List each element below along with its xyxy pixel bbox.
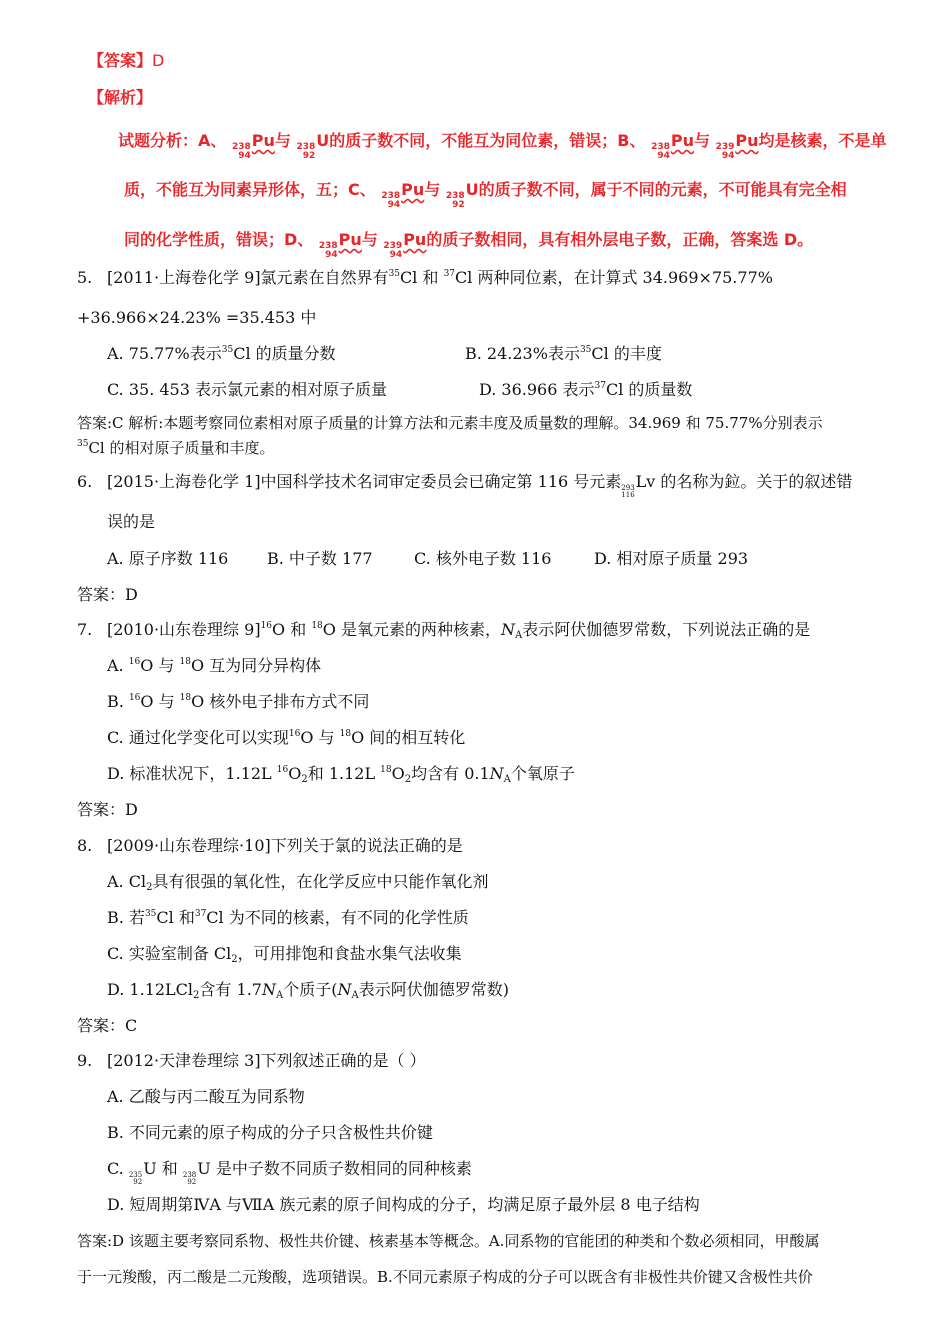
answer-text: 答案:D 该题主要考察同系物、极性共价键、核素基本等概念。A.同系物的官能团的种类和个数必须相同，甲酸属 [77,1232,820,1250]
option-text: A. 75.77%表示 [107,344,222,363]
element-symbol: Lv [635,472,656,491]
mass-number: 18 [380,765,392,775]
option-c: C. 核外电子数 116 [414,549,552,568]
q7-option-a [107,656,321,676]
option-text: 均含有 0.1 [411,764,490,783]
element-symbol: Cl [400,268,418,287]
option-text: 表示阿伏伽德罗常数) [358,980,509,999]
option-text: D. 标准状况下，1.12L [107,764,277,783]
q6-stem-line1 [77,472,852,499]
option-text: 与 [153,692,180,711]
answer-text: 于一元羧酸，丙二酸是二元羧酸，选项错误。B.不同元素原子构成的分子可以既含有非极性共价键又含极性共价 [77,1268,813,1286]
option-text: 和 1.12L [307,764,381,783]
nuclide-notation: 238 94 [651,142,670,161]
subscript: A [503,774,511,785]
mass-number: 35 [221,345,234,355]
analysis-text: 均是核素，不是单 [758,131,887,150]
option-text: D. 1.12LCl [107,980,194,999]
answer-label-line [88,51,164,71]
mass-number: 35 [77,439,89,449]
q9-option-a [107,1087,305,1107]
question-text: [2009·山东卷理综·10]下列关于氯的说法正确的是 [107,836,463,855]
question-number: 6. [77,472,93,491]
element-symbol: O [391,764,405,783]
analysis-label [88,88,152,108]
q5-answer-line1 [77,413,823,433]
nuclide-notation: 235 92 [128,1171,143,1186]
option-a: A. 原子序数 116 [107,549,229,568]
mass-number: 37 [194,909,207,919]
mass-number: 37 [443,269,456,279]
q9-option-d [107,1195,700,1215]
question-text: 两种同位素，在计算式 34.969×75.77% [472,268,773,287]
question-text: [2011·上海卷化学 9]氯元素在自然界有 [107,268,389,287]
analysis-line-3 [124,230,813,260]
element-symbol: O [288,764,302,783]
q8-answer [77,1016,137,1036]
question-number: 7. [77,620,93,639]
avogadro-symbol: N [501,620,515,639]
analysis-label-text: 【解析】 [88,88,153,107]
element-symbol: O [140,656,154,675]
subscript: 2 [193,990,200,1001]
option-text: 间的相互转化 [364,728,466,747]
q6-options [107,549,748,569]
subscript: 2 [231,954,238,965]
avogadro-symbol: N [261,980,276,999]
element-symbol: U [143,1159,157,1178]
question-text: 误的是 [107,512,156,531]
element-symbol: Cl [455,268,473,287]
option-text: 是中子数不同质子数相同的同种核素 [210,1159,472,1178]
question-number: 9. [77,1051,93,1070]
nuclide-notation: 238 94 [231,142,251,161]
element-symbol: Pu [670,131,694,150]
option-c: C. 35. 453 表示氯元素的相对原子质量 [107,380,388,399]
analysis-line-2 [124,180,847,210]
subscript: 2 [146,882,153,893]
option-text: C. 通过化学变化可以实现 [107,728,289,747]
subscript: 2 [301,774,308,785]
element-symbol: O [191,692,205,711]
analysis-text: 与 [274,131,291,150]
option-text: B. 若 [107,908,145,927]
answer-value: D [152,51,165,70]
option-text: 个氧原子 [510,764,575,783]
q7-option-d [107,764,575,784]
subscript: A [515,630,523,641]
nuclide-notation: 239 94 [715,142,735,161]
q5-options-row1 [107,344,662,364]
mass-number: 18 [311,621,323,631]
analysis-text: 质，不能互为同素异形体，五；C、 [124,180,376,199]
q6-stem-line2 [107,512,155,532]
mass-number: 18 [179,657,191,667]
element-symbol: U [465,180,479,199]
question-text: 是氧元素的两种核素， [335,620,501,639]
option-a [107,344,465,364]
element-symbol: O [300,728,314,747]
mass-number: 16 [128,657,141,667]
option-text: C. 实验室制备 Cl [107,944,232,963]
element-symbol: O [272,620,286,639]
q6-answer [77,585,138,605]
q5-options-row2 [107,380,692,400]
mass-number: 18 [179,693,192,703]
q5-stem-line2 [77,308,316,328]
element-symbol: Pu [403,230,427,249]
subscript: A [275,990,284,1001]
option-text: 与 [313,728,340,747]
option-d [479,380,692,400]
mass-number: 16 [128,693,141,703]
q7-stem [77,620,810,640]
q9-stem [77,1051,426,1071]
mass-number: 35 [144,909,157,919]
option-text: B. 不同元素的原子构成的分子只含极性共价键 [107,1123,433,1142]
mass-number: 16 [276,765,289,775]
element-symbol: O [322,620,336,639]
question-text: +36.966×24.23% =35.453 中 [77,308,317,327]
option-d: D. 相对原子质量 293 [594,549,749,568]
option-text: A. [107,656,129,675]
question-text: [2015·上海卷化学 1]中国科学技术名词审定委员会已确定第 116 号元素 [107,472,622,491]
option-text: A. Cl [107,872,147,891]
q7-answer [77,800,138,820]
q9-answer-line1 [77,1231,819,1251]
option-text: A. 乙酸与丙二酸互为同系物 [107,1087,305,1106]
mass-number: 18 [339,729,352,739]
answer-text: 答案：D [77,585,138,604]
element-symbol: U [197,1159,211,1178]
option-text: D. 短周期第ⅣA 与ⅦA 族元素的原子间构成的分子，均满足原子最外层 8 电子结构 [107,1195,700,1214]
element-symbol: O [140,692,154,711]
option-b [465,344,662,364]
option-text: Cl 的丰度 [591,344,662,363]
question-number: 8. [77,836,93,855]
answer-text: 答案：D [77,800,138,819]
option-text: 互为同分异构体 [204,656,322,675]
element-symbol: O [190,656,205,675]
answer-text: 答案:C 解析:本题考察同位素相对原子质量的计算方法和元素丰度及质量数的理解。34.969 和 75.77%分别表示 [77,414,823,432]
analysis-text: 的质子数相同，具有相外层电子数，正确，答案选 D。 [426,230,814,249]
option-text: 具有很强的氧化性，在化学反应中只能作氧化剂 [152,872,489,891]
option-text: ，可用排饱和食盐水集气法收集 [237,944,462,963]
question-text: 表示阿伏伽德罗常数，下列说法正确的是 [522,620,811,639]
element-symbol: O [351,728,365,747]
q8-option-d [107,980,509,1000]
q9-option-b [107,1123,433,1143]
option-text: C. [107,1159,129,1178]
q7-option-c [107,728,465,748]
nuclide-notation: 238 92 [445,191,465,210]
option-text: D. 36.966 表示 [479,380,595,399]
option-text: 个质子( [283,980,338,999]
option-b: B. 中子数 177 [267,549,373,568]
element-symbol: Pu [401,180,425,199]
nuclide-notation: 239 94 [383,241,403,260]
answer-text: Cl 的相对原子质量和丰度。 [88,439,275,457]
q9-option-c [107,1159,472,1186]
option-text: Cl 为不同的核素，有不同的化学性质 [206,908,469,927]
mass-number: 16 [288,729,301,739]
nuclide-notation: 293 116 [621,484,635,499]
analysis-text: 的质子数不同，不能互为同位素，错误；B、 [329,131,646,150]
q8-option-a [107,872,488,892]
option-text: 和 [156,1159,183,1178]
element-symbol: U [316,131,330,150]
q5-stem-line1 [77,268,773,288]
analysis-line-1 [118,131,887,161]
option-text: 核外电子排布方式不同 [204,692,370,711]
question-text: 和 [285,620,312,639]
element-symbol: Pu [735,131,759,150]
mass-number: 35 [388,269,401,279]
q5-answer-line2 [77,438,275,458]
analysis-text: 同的化学性质，错误；D、 [124,230,314,249]
option-text: 与 [153,656,180,675]
answer-label: 【答案】 [88,51,153,70]
option-text: B. 24.23%表示 [465,344,580,363]
nuclide-notation: 238 92 [296,142,316,161]
q8-stem [77,836,463,856]
option-text: Cl 的质量数 [605,380,693,399]
question-text: 的名称为鉝。关于的叙述错 [655,472,853,491]
avogadro-symbol: N [489,764,504,783]
q9-answer-line2 [77,1267,813,1287]
question-text: [2012·天津卷理综 3]下列叙述正确的是（ ） [107,1051,426,1070]
q8-option-c [107,944,462,964]
analysis-text: 与 [693,131,710,150]
mass-number: 37 [594,381,606,391]
nuclide-notation: 238 94 [318,241,338,260]
option-text: Cl 的质量分数 [233,344,336,363]
subscript: 2 [404,774,412,785]
answer-text: 答案：C [77,1016,138,1035]
q7-option-b [107,692,369,712]
mass-number: 16 [260,621,273,631]
analysis-text: 的质子数不同，属于不同的元素，不可能具有完全相 [478,180,847,199]
question-text: [2010·山东卷理综 9] [107,620,261,639]
subscript: A [351,990,359,1001]
nuclide-notation: 238 94 [381,191,401,210]
option-text: 含有 1.7 [199,980,262,999]
element-symbol: Pu [338,230,362,249]
question-text: 和 [417,268,444,287]
avogadro-symbol: N [337,980,352,999]
option-text: B. [107,692,129,711]
analysis-text: 与 [424,180,441,199]
analysis-text: 与 [361,230,378,249]
question-number: 5. [77,268,93,287]
q8-option-b [107,908,469,928]
option-text: Cl 和 [156,908,195,927]
element-symbol: Pu [251,131,275,150]
analysis-text: 试题分析：A、 [118,131,227,150]
nuclide-notation: 238 92 [182,1171,197,1186]
mass-number: 35 [579,345,592,355]
